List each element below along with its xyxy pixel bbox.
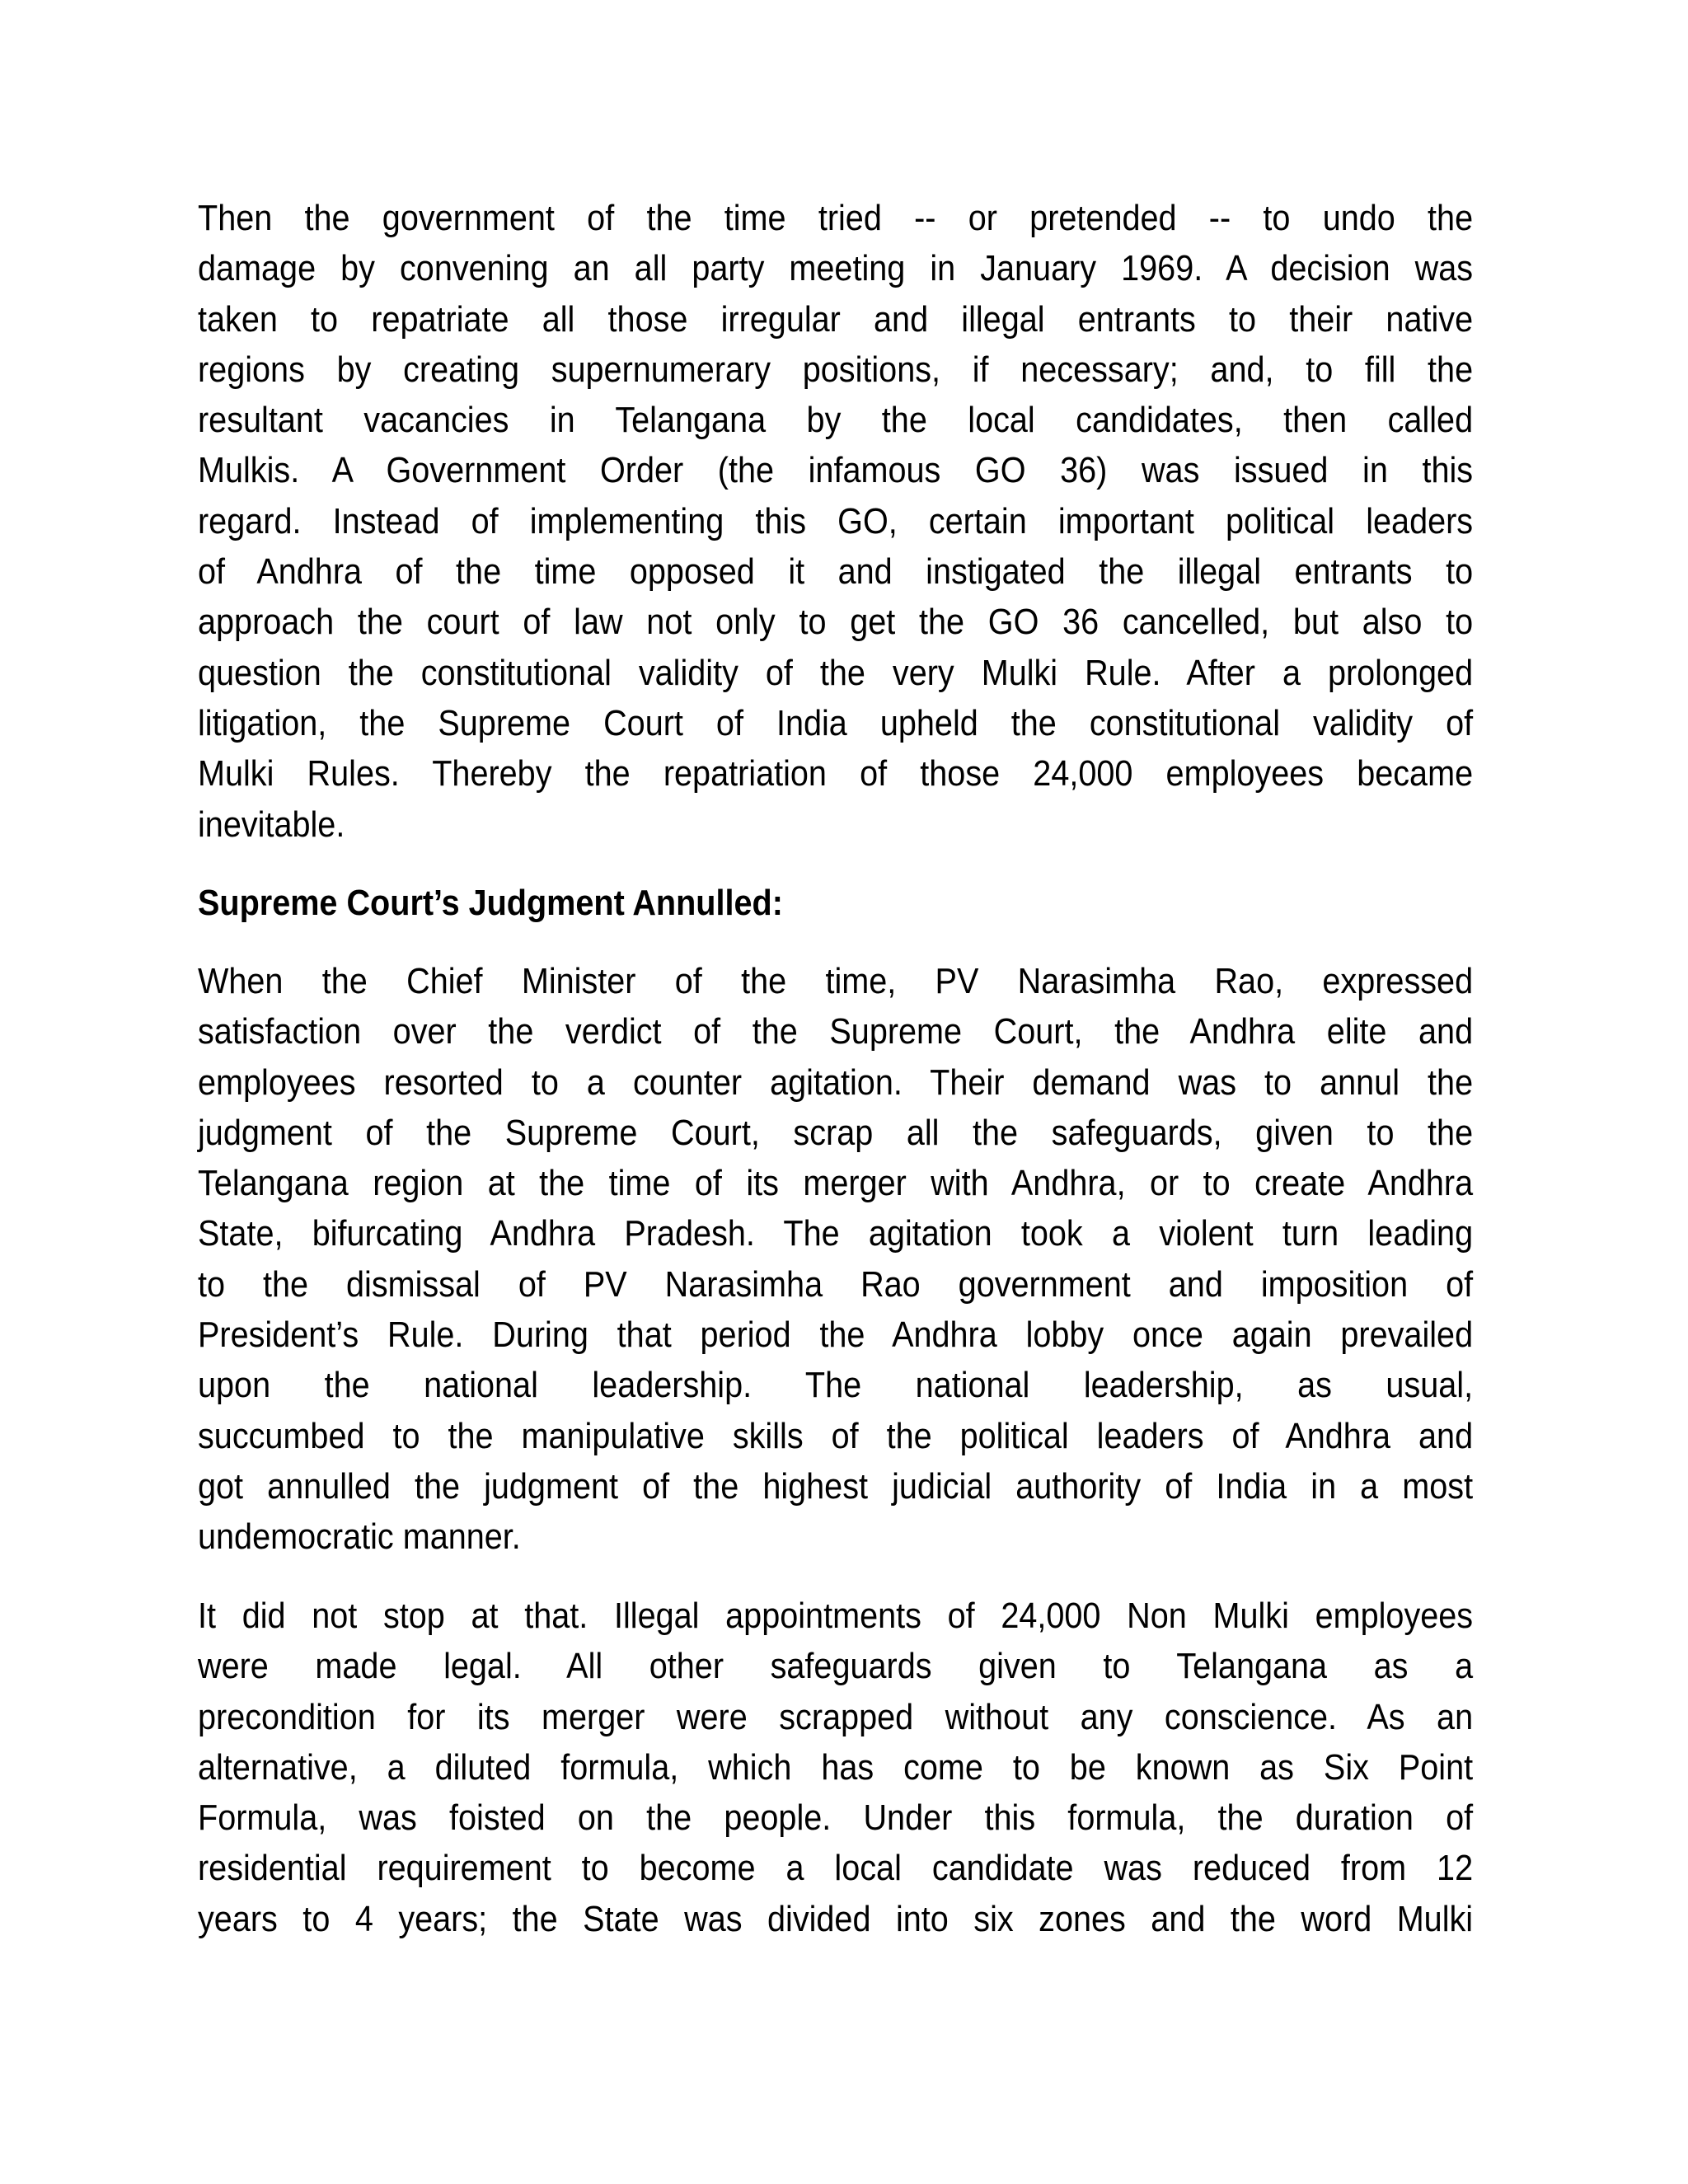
text-line: residential requirement to become a local candidate was reduced from 12 bbox=[198, 1848, 1474, 1889]
text-line: Mulki Rules. Thereby the repatriation of those 24,000 employees became bbox=[198, 753, 1474, 794]
text-line: satisfaction over the verdict of the Supreme Court, the Andhra elite and bbox=[198, 1011, 1474, 1052]
text-line: It did not stop at that. Illegal appointments of 24,000 Non Mulki employees bbox=[198, 1596, 1474, 1636]
text-line: Mulkis. A Government Order (the infamous GO 36) was issued in this bbox=[198, 450, 1474, 491]
text-line: approach the court of law not only to get the GO 36 cancelled, but also to bbox=[198, 602, 1474, 643]
text-line: Telangana region at the time of its merger with Andhra, or to create Andhra bbox=[198, 1163, 1474, 1204]
paragraph-2 bbox=[198, 956, 1473, 1563]
text-line: question the constitutional validity of the very Mulki Rule. After a prolonged bbox=[198, 652, 1474, 693]
text-line: precondition for its merger were scrapped without any conscience. As an bbox=[198, 1696, 1474, 1737]
paragraph-3 bbox=[198, 1591, 1473, 1944]
text-line: to the dismissal of PV Narasimha Rao government and imposition of bbox=[198, 1263, 1474, 1305]
text-line: damage by convening an all party meeting in January 1969. A decision was bbox=[198, 248, 1474, 289]
text-line: inevitable. bbox=[198, 804, 345, 845]
text-line: taken to repatriate all those irregular and illegal entrants to their native bbox=[198, 298, 1474, 340]
text-line: undemocratic manner. bbox=[198, 1516, 521, 1558]
text-line: of Andhra of the time opposed it and instigated the illegal entrants to bbox=[198, 551, 1474, 593]
text-line: judgment of the Supreme Court, scrap all the safeguards, given to the bbox=[198, 1112, 1474, 1153]
text-line: succumbed to the manipulative skills of the political leaders of Andhra and bbox=[198, 1415, 1474, 1456]
text-line: Formula, was foisted on the people. Under this formula, the duration of bbox=[198, 1797, 1474, 1839]
text-line: President’s Rule. During that period the Andhra lobby once again prevailed bbox=[198, 1315, 1474, 1356]
text-line: got annulled the judgment of the highest judicial authority of India in a most bbox=[198, 1465, 1474, 1507]
text-line: years to 4 years; the State was divided into six zones and the word Mulki bbox=[198, 1898, 1474, 1939]
text-line: resultant vacancies in Telangana by the local candidates, then called bbox=[198, 400, 1474, 441]
text-line: When the Chief Minister of the time, PV Narasimha Rao, expressed bbox=[198, 961, 1474, 1001]
text-line: upon the national leadership. The national leadership, as usual, bbox=[198, 1365, 1474, 1406]
text-line: State, bifurcating Andhra Pradesh. The agitation took a violent turn leading bbox=[198, 1213, 1474, 1254]
text-line: regions by creating supernumerary positions, if necessary; and, to fill the bbox=[198, 349, 1474, 390]
text-line: employees resorted to a counter agitation. Their demand was to annul the bbox=[198, 1062, 1474, 1103]
section-heading: Supreme Court’s Judgment Annulled: bbox=[198, 883, 783, 923]
text-line: were made legal. All other safeguards given to Telangana as a bbox=[198, 1646, 1474, 1687]
paragraph-1 bbox=[198, 193, 1473, 850]
text-line: alternative, a diluted formula, which has come to be known as Six Point bbox=[198, 1746, 1474, 1788]
text-line: litigation, the Supreme Court of India upheld the constitutional validity of bbox=[198, 702, 1474, 743]
text-line: regard. Instead of implementing this GO, certain important political leaders bbox=[198, 500, 1474, 541]
text-line: Then the government of the time tried -- or pretended -- to undo the bbox=[198, 198, 1474, 238]
